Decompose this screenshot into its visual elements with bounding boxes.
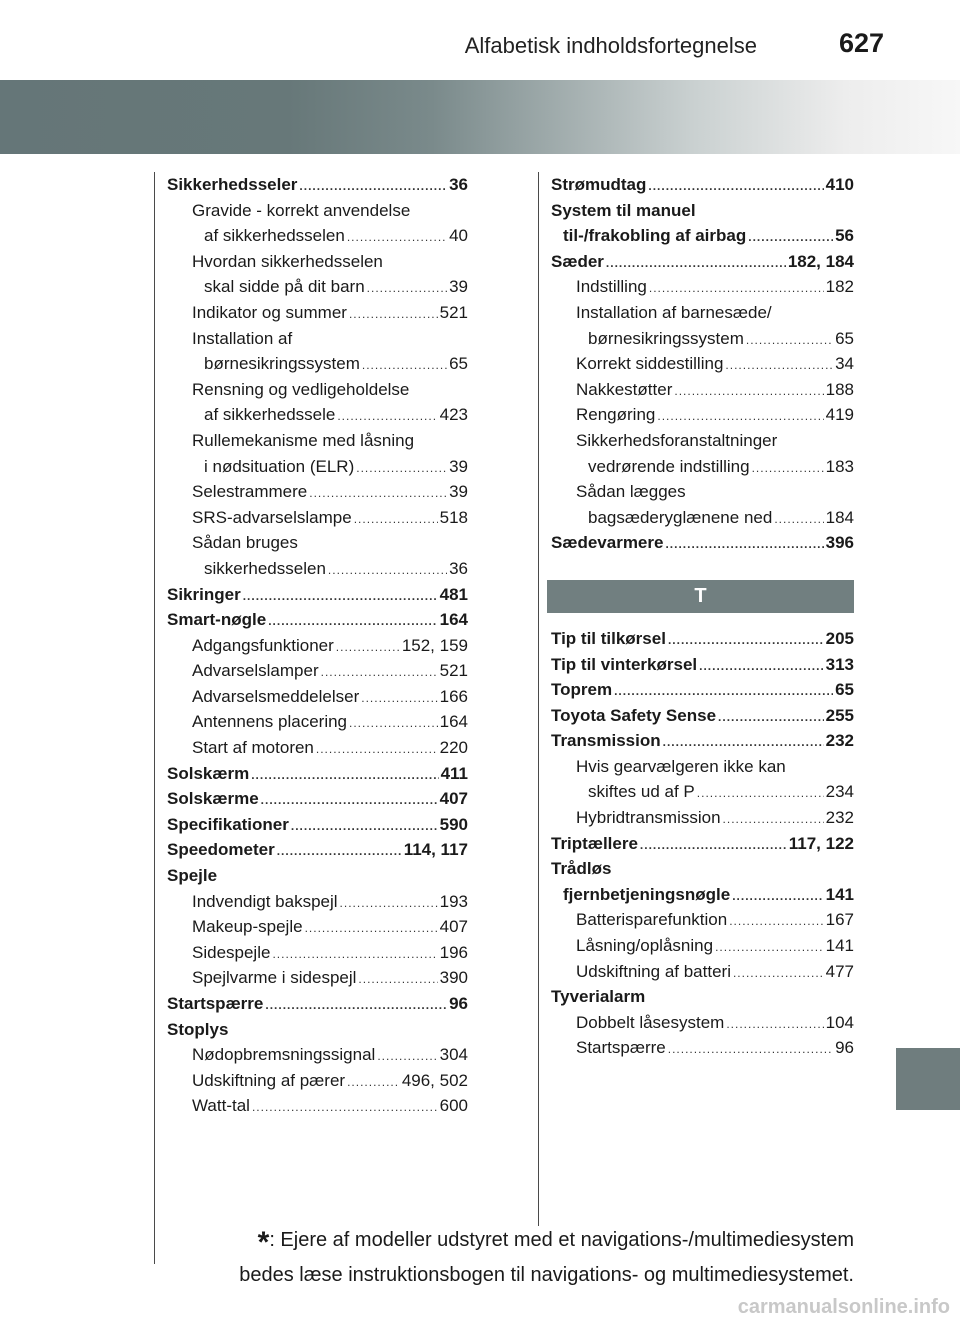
index-entry-page: 407 [439,789,468,809]
index-entry-page: 188 [825,379,854,399]
index-entry [167,351,468,377]
footnote-marker: * [257,1226,270,1259]
index-entry [551,428,854,454]
dot-leader [268,609,437,633]
index-entry-term: Installation af barnesæde/ [576,302,772,322]
index-entry-page: 496, 502 [401,1070,468,1090]
index-entry [551,856,854,882]
index-entry-term: Installation af [192,328,293,348]
index-entry-page: 220 [439,738,468,758]
index-entry-term: Rengøring [576,405,656,425]
index-entry-term: Solskærme [167,789,259,809]
index-entry-page: 141 [825,884,854,904]
dot-leader [723,807,824,831]
dot-leader [657,404,823,428]
index-entry-term: Spejle [167,866,218,886]
index-entry-term: Dobbelt låsesystem [576,1012,725,1032]
dot-leader [648,174,823,198]
index-entry [167,837,468,863]
index-entry [167,172,468,198]
index-entry-page: 521 [439,661,468,681]
dot-leader [746,328,833,352]
dot-leader [349,302,438,326]
index-entry [167,377,468,403]
dot-leader [732,884,823,908]
section-letter-t: T [547,580,854,613]
dot-leader [665,532,823,556]
index-entry-page: 65 [835,328,854,348]
dot-leader [367,276,447,300]
index-entry-term: Strømudtag [551,175,647,194]
dot-leader [729,909,823,933]
index-entry-term: Specifikationer [167,814,289,834]
index-entry [551,779,854,805]
dot-leader [726,1012,823,1036]
index-entry [167,965,468,991]
index-entry-term: bagsæderyglænene ned [588,507,773,527]
dot-leader [649,276,824,300]
index-entry [551,300,854,326]
index-entry-page: 65 [449,354,468,374]
index-entry-page: 167 [825,910,854,930]
index-column-right [551,172,854,1061]
index-entry-page: 481 [439,584,468,604]
index-entry [167,658,468,684]
dot-leader [699,654,824,678]
dot-leader [328,558,447,582]
index-entry-term: Rullemekanisme med låsning [192,430,415,450]
index-entry-term: af sikkerhedssele [204,405,336,425]
index-entry [551,652,854,678]
index-entry [167,428,468,454]
dot-leader [362,353,447,377]
index-entry-page: 518 [439,507,468,527]
index-entry-term: System til manuel [551,200,696,220]
index-entry-term: Sådan lægges [576,482,686,502]
index-entry [167,991,468,1017]
index-entry-term: børnesikringssystem [588,328,744,348]
dot-leader [356,456,447,480]
dot-leader [674,379,823,403]
index-entry-page: 304 [439,1045,468,1065]
index-entry-page: 164 [439,712,468,732]
index-entry-term: Antennens placering [192,712,348,732]
index-entry-page: 590 [439,814,468,834]
index-entry [167,633,468,659]
index-entry-page: 184 [825,507,854,527]
index-entry [551,959,854,985]
index-entry [167,582,468,608]
index-entry-term: Sidespejle [192,942,271,962]
index-entry-page: 407 [439,917,468,937]
index-entry-page: 411 [440,763,468,783]
index-entry-term: Transmission [551,731,661,751]
index-entry [167,300,468,326]
index-entry [551,831,854,857]
index-entry [551,933,854,959]
index-entry-term: Sikkerhedsforanstaltninger [576,430,778,450]
index-entry [551,1035,854,1061]
index-entry [551,454,854,480]
index-entry-term: Solskærm [167,763,250,783]
index-entry [551,377,854,403]
index-entry-term: skal sidde på dit barn [204,277,365,297]
dot-leader [321,660,438,684]
index-entry [167,223,468,249]
index-entry-page: 104 [825,1012,854,1032]
index-entry [167,530,468,556]
dot-leader [347,1070,400,1094]
index-entry-page: 313 [825,654,854,674]
index-entry [167,863,468,889]
index-entry-term: Smart-nøgle [167,610,267,630]
index-entry-page: 234 [825,782,854,802]
dot-leader [606,251,786,275]
index-entry-term: i nødsituation (ELR) [204,456,355,476]
left-margin-rule [154,172,155,1264]
dot-leader [336,635,400,659]
index-entry-page: 396 [825,533,854,553]
index-entry-term: Sikringer [167,584,241,604]
index-entry-term: Indstilling [576,277,647,297]
index-entry [167,607,468,633]
index-entry [167,684,468,710]
index-entry [551,198,854,224]
index-entry [167,1093,468,1119]
dot-leader [748,225,833,249]
dot-leader [354,507,438,531]
index-entry [551,530,854,556]
index-entry-term: til-/frakobling af airbag [563,226,747,246]
section-spacer [551,613,854,626]
index-entry-page: 40 [449,226,468,246]
index-entry [167,274,468,300]
dot-leader [243,584,438,608]
index-entry-page: 141 [825,936,854,956]
index-entry-term: Tip til tilkørsel [551,628,666,648]
index-entry-page: 36 [449,558,468,578]
index-entry [551,677,854,703]
index-entry [167,812,468,838]
index-entry [167,1042,468,1068]
index-entry [551,1010,854,1036]
index-entry-term: Hybridtransmission [576,808,721,828]
index-entry-term: Hvis gearvælgeren ikke kan [576,756,786,776]
index-entry [551,626,854,652]
index-entry-term: Speedometer [167,840,275,860]
index-entry-term: Toprem [551,680,613,700]
index-entry-page: 114, 117 [403,840,468,860]
index-entry-term: sikkerhedsselen [204,558,326,578]
index-section-s-continued [551,172,854,556]
dot-leader [261,788,438,812]
index-column-left [167,172,468,1119]
index-entry-term: Makeup-spejle [192,917,303,937]
dot-leader [316,737,438,761]
index-entry-term: Stoplys [167,1019,229,1039]
index-entry [167,889,468,915]
footnote-line-2: bedes læse instruktionsbogen til navigations- og multimediesystemet. [239,1264,854,1286]
index-entry-page: 232 [825,808,854,828]
dot-leader [340,891,438,915]
dot-leader [347,225,447,249]
index-entry [551,479,854,505]
index-entry [167,1017,468,1043]
footnote-text-1: : Ejere af modeller udstyret med et navigations-/multimediesystem [269,1229,854,1251]
dot-leader [299,174,447,198]
index-entry [551,351,854,377]
header-banner [0,80,960,154]
index-entry [551,402,854,428]
dot-leader [640,833,787,857]
index-entry-page: 205 [825,628,854,648]
index-entry-page: 166 [439,686,468,706]
index-entry-term: Start af motoren [192,738,314,758]
dot-leader [252,1095,438,1119]
index-entry-term: Nakkestøtter [576,379,673,399]
index-section-t [551,626,854,1061]
index-entry-page: 477 [825,961,854,981]
index-entry-page: 410 [825,175,854,194]
dot-leader [265,993,447,1017]
index-entry-term: Tyverialarm [551,987,646,1007]
index-entry-page: 36 [449,175,468,194]
dot-leader [305,916,438,940]
page-number: 627 [838,28,884,58]
index-entry-term: børnesikringssystem [204,354,360,374]
dot-leader [358,967,437,991]
dot-leader [668,628,824,652]
index-entry-page: 56 [835,226,854,246]
index-entry-page: 255 [825,705,854,725]
index-entry [551,223,854,249]
section-spacer [551,556,854,580]
index-entry-term: Nødopbremsningssignal [192,1045,376,1065]
index-entry [167,786,468,812]
index-entry-term: Adgangsfunktioner [192,635,334,655]
index-entry-term: Watt-tal [192,1096,250,1116]
index-entry-page: 152, 159 [401,635,468,655]
thumb-index-tab [896,1048,960,1110]
index-entry-page: 196 [439,942,468,962]
index-entry [167,940,468,966]
dot-leader [614,679,833,703]
index-entry-term: Trådløs [551,859,612,879]
index-entry-term: Udskiftning af batteri [576,961,731,981]
index-entry-term: Låsning/oplåsning [576,936,714,956]
dot-leader [725,353,833,377]
index-entry-term: Startspærre [167,994,264,1013]
index-entry [167,761,468,787]
index-entry-term: fjernbetjeningsnøgle [563,884,731,904]
dot-leader [309,481,447,505]
dot-leader [361,686,437,710]
index-entry [167,454,468,480]
index-entry [551,326,854,352]
index-entry-term: Advarselslamper [192,661,319,681]
index-entry-term: Korrekt siddestilling [576,354,724,374]
index-entry [551,728,854,754]
index-entry-term: Gravide - korrekt anvendelse [192,200,411,220]
index-entry [551,805,854,831]
dot-leader [251,763,438,787]
index-entry [167,709,468,735]
index-entry-term: Toyota Safety Sense [551,705,717,725]
index-entry-term: vedrørende indstilling [588,456,750,476]
index-entry [167,479,468,505]
dot-leader [291,814,438,838]
index-entry [167,1068,468,1094]
index-entry [167,914,468,940]
footnote [190,1224,854,1291]
dot-leader [349,711,438,735]
index-entry-page: 600 [439,1096,468,1116]
index-entry-page: 96 [449,994,468,1013]
index-entry [551,907,854,933]
index-entry-page: 183 [825,456,854,476]
index-entry [167,402,468,428]
index-entry-page: 117, 122 [788,833,854,853]
index-entry [551,505,854,531]
dot-leader [715,935,824,959]
index-entry-term: Hvordan sikkerhedsselen [192,251,383,271]
index-entry-term: Spejlvarme i sidespejl [192,968,357,988]
index-entry-page: 39 [449,277,468,297]
index-entry-page: 65 [835,680,854,700]
index-entry-term: Sædevarmere [551,533,664,553]
dot-leader [668,1037,833,1061]
index-entry [167,556,468,582]
index-entry-term: Rensning og vedligeholdelse [192,379,410,399]
dot-leader [377,1044,437,1068]
index-entry-term: Triptællere [551,833,638,853]
index-entry-page: 232 [825,731,854,751]
index-entry-term: skiftes ud af P [588,782,695,802]
index-entry [551,754,854,780]
index-entry-page: 182 [825,277,854,297]
index-entry [551,703,854,729]
index-entry-page: 39 [449,456,468,476]
index-entry-term: Indvendigt bakspejl [192,891,338,911]
index-entry-term: Advarselsmeddelelser [192,686,360,706]
index-entry [167,505,468,531]
index-entry-term: Startspærre [576,1038,666,1058]
index-entry-page: 182, 184 [787,251,854,271]
index-entry-page: 419 [825,405,854,425]
index-entry [167,326,468,352]
index-entry-term: Sikkerhedsseler [167,175,298,194]
index-entry-term: Indikator og summer [192,302,347,322]
index-entry-page: 34 [835,354,854,374]
dot-leader [774,507,823,531]
footnote-line-1 [190,1224,854,1259]
index-entry-term: Sæder [551,251,604,271]
index-entry-page: 164 [439,610,468,630]
column-divider-rule [538,172,539,1226]
index-entry-page: 96 [835,1038,854,1058]
dot-leader [697,781,824,805]
index-entry-page: 423 [439,405,468,425]
index-entry-term: Selestrammere [192,482,308,502]
index-entry [551,984,854,1010]
index-entry [167,249,468,275]
index-entry-page: 193 [439,891,468,911]
index-entry [551,249,854,275]
dot-leader [337,404,437,428]
watermark: carmanualsonline.info [737,1296,950,1318]
index-entry-page: 39 [449,482,468,502]
index-entry [551,172,854,198]
index-entry-term: Tip til vinterkørsel [551,654,698,674]
index-entry-page: 521 [439,302,468,322]
index-entry-page: 390 [439,968,468,988]
running-header-title: Alfabetisk indholdsfortegnelse [464,33,757,58]
index-entry [551,274,854,300]
dot-leader [718,705,824,729]
dot-leader [277,839,402,863]
index-entry-term: Udskiftning af pærer [192,1070,346,1090]
index-entry-term: Batterisparefunktion [576,910,728,930]
dot-leader [733,961,824,985]
index-entry [551,882,854,908]
index-entry [167,198,468,224]
index-entry [167,735,468,761]
index-entry-term: af sikkerhedsselen [204,226,345,246]
index-entry-term: SRS-advarselslampe [192,507,352,527]
dot-leader [272,942,437,966]
index-entry-term: Sådan bruges [192,533,298,553]
dot-leader [663,730,824,754]
dot-leader [752,456,824,480]
